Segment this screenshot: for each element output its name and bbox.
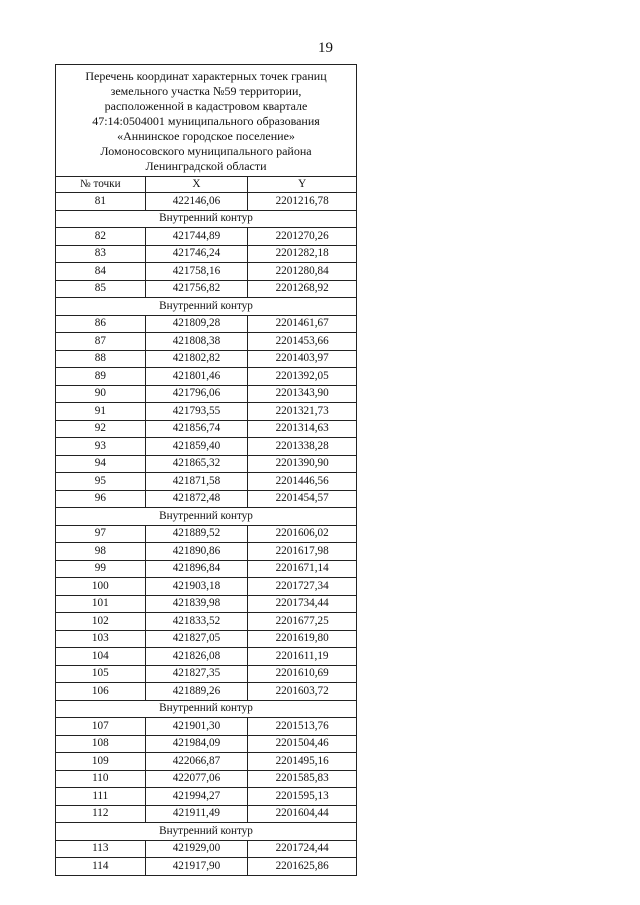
table-row	[56, 613, 357, 631]
x-coordinate-cell: 421890,86	[145, 543, 248, 561]
title-line: Ломоносовского муниципального района	[100, 144, 312, 158]
y-coordinate-cell: 2201314,63	[248, 420, 357, 438]
point-number-cell: 98	[56, 543, 146, 561]
x-coordinate-cell: 421796,06	[145, 385, 248, 403]
point-number-cell: 102	[56, 613, 146, 631]
y-coordinate-cell: 2201603,72	[248, 683, 357, 701]
x-coordinate-cell: 421889,52	[145, 525, 248, 543]
x-coordinate-cell: 421984,09	[145, 735, 248, 753]
point-number-cell: 84	[56, 263, 146, 281]
title-line: 47:14:0504001 муниципального образования	[92, 114, 320, 128]
y-coordinate-cell: 2201453,66	[248, 333, 357, 351]
point-number-cell: 104	[56, 648, 146, 666]
point-number-cell: 95	[56, 473, 146, 491]
contour-label: Внутренний контур	[56, 823, 357, 841]
point-number-cell: 82	[56, 228, 146, 246]
x-coordinate-cell: 421865,32	[145, 455, 248, 473]
table-row	[56, 438, 357, 456]
point-number-cell: 107	[56, 718, 146, 736]
table-row	[56, 665, 357, 683]
contour-row	[56, 210, 357, 228]
column-header-point-number: № точки	[56, 177, 146, 193]
x-coordinate-cell: 421746,24	[145, 245, 248, 263]
point-number-cell: 86	[56, 315, 146, 333]
y-coordinate-cell: 2201454,57	[248, 490, 357, 508]
x-coordinate-cell: 421901,30	[145, 718, 248, 736]
title-line: «Аннинское городское поселение»	[117, 129, 295, 143]
x-coordinate-cell: 421859,40	[145, 438, 248, 456]
y-coordinate-cell: 2201724,44	[248, 840, 357, 858]
y-coordinate-cell: 2201619,80	[248, 630, 357, 648]
table-row	[56, 420, 357, 438]
y-coordinate-cell: 2201504,46	[248, 735, 357, 753]
table-row	[56, 193, 357, 211]
point-number-cell: 108	[56, 735, 146, 753]
y-coordinate-cell: 2201677,25	[248, 613, 357, 631]
y-coordinate-cell: 2201604,44	[248, 805, 357, 823]
table-row	[56, 858, 357, 876]
x-coordinate-cell: 421793,55	[145, 403, 248, 421]
point-number-cell: 92	[56, 420, 146, 438]
point-number-cell: 113	[56, 840, 146, 858]
point-number-cell: 83	[56, 245, 146, 263]
table-row	[56, 403, 357, 421]
table-row	[56, 578, 357, 596]
contour-label: Внутренний контур	[56, 700, 357, 718]
x-coordinate-cell: 421826,08	[145, 648, 248, 666]
point-number-cell: 85	[56, 280, 146, 298]
table-row	[56, 385, 357, 403]
x-coordinate-cell: 421929,00	[145, 840, 248, 858]
table-row	[56, 350, 357, 368]
title-line: Ленинградской области	[145, 159, 267, 173]
y-coordinate-cell: 2201595,13	[248, 788, 357, 806]
x-coordinate-cell: 422077,06	[145, 770, 248, 788]
table-row	[56, 630, 357, 648]
y-coordinate-cell: 2201610,69	[248, 665, 357, 683]
table-row	[56, 788, 357, 806]
y-coordinate-cell: 2201392,05	[248, 368, 357, 386]
table-row	[56, 560, 357, 578]
column-header-y: Y	[248, 177, 357, 193]
column-header-x: X	[145, 177, 248, 193]
point-number-cell: 93	[56, 438, 146, 456]
y-coordinate-cell: 2201617,98	[248, 543, 357, 561]
point-number-cell: 109	[56, 753, 146, 771]
table-row	[56, 490, 357, 508]
point-number-cell: 81	[56, 193, 146, 211]
y-coordinate-cell: 2201727,34	[248, 578, 357, 596]
table-row	[56, 473, 357, 491]
x-coordinate-cell: 421802,82	[145, 350, 248, 368]
contour-row	[56, 508, 357, 526]
point-number-cell: 96	[56, 490, 146, 508]
coordinates-table	[55, 64, 357, 876]
x-coordinate-cell: 421896,84	[145, 560, 248, 578]
x-coordinate-cell: 421833,52	[145, 613, 248, 631]
y-coordinate-cell: 2201338,28	[248, 438, 357, 456]
point-number-cell: 111	[56, 788, 146, 806]
table-row	[56, 525, 357, 543]
point-number-cell: 99	[56, 560, 146, 578]
y-coordinate-cell: 2201461,67	[248, 315, 357, 333]
point-number-cell: 90	[56, 385, 146, 403]
y-coordinate-cell: 2201280,84	[248, 263, 357, 281]
y-coordinate-cell: 2201270,26	[248, 228, 357, 246]
point-number-cell: 106	[56, 683, 146, 701]
point-number-cell: 91	[56, 403, 146, 421]
title-line: Перечень координат характерных точек границ	[85, 69, 327, 83]
table-row	[56, 315, 357, 333]
table-row	[56, 718, 357, 736]
title-line: расположенной в кадастровом квартале	[104, 99, 308, 113]
point-number-cell: 87	[56, 333, 146, 351]
y-coordinate-cell: 2201734,44	[248, 595, 357, 613]
x-coordinate-cell: 421827,35	[145, 665, 248, 683]
y-coordinate-cell: 2201513,76	[248, 718, 357, 736]
x-coordinate-cell: 421903,18	[145, 578, 248, 596]
contour-row	[56, 823, 357, 841]
table-row	[56, 683, 357, 701]
y-coordinate-cell: 2201625,86	[248, 858, 357, 876]
table-row	[56, 648, 357, 666]
contour-label: Внутренний контур	[56, 298, 357, 316]
y-coordinate-cell: 2201282,18	[248, 245, 357, 263]
contour-row	[56, 298, 357, 316]
y-coordinate-cell: 2201671,14	[248, 560, 357, 578]
table-row	[56, 595, 357, 613]
point-number-cell: 89	[56, 368, 146, 386]
point-number-cell: 103	[56, 630, 146, 648]
point-number-cell: 114	[56, 858, 146, 876]
x-coordinate-cell: 422066,87	[145, 753, 248, 771]
table-row	[56, 455, 357, 473]
table-row	[56, 333, 357, 351]
point-number-cell: 101	[56, 595, 146, 613]
x-coordinate-cell: 421744,89	[145, 228, 248, 246]
x-coordinate-cell: 421917,90	[145, 858, 248, 876]
table-title	[56, 65, 357, 177]
point-number-cell: 97	[56, 525, 146, 543]
x-coordinate-cell: 422146,06	[145, 193, 248, 211]
x-coordinate-cell: 421756,82	[145, 280, 248, 298]
y-coordinate-cell: 2201585,83	[248, 770, 357, 788]
x-coordinate-cell: 421889,26	[145, 683, 248, 701]
table-row	[56, 840, 357, 858]
page-number: 19	[318, 40, 333, 56]
x-coordinate-cell: 421801,46	[145, 368, 248, 386]
contour-label: Внутренний контур	[56, 210, 357, 228]
table-row	[56, 228, 357, 246]
table-row	[56, 280, 357, 298]
y-coordinate-cell: 2201403,97	[248, 350, 357, 368]
x-coordinate-cell: 421839,98	[145, 595, 248, 613]
y-coordinate-cell: 2201495,16	[248, 753, 357, 771]
x-coordinate-cell: 421911,49	[145, 805, 248, 823]
point-number-cell: 105	[56, 665, 146, 683]
x-coordinate-cell: 421856,74	[145, 420, 248, 438]
y-coordinate-cell: 2201321,73	[248, 403, 357, 421]
title-line: земельного участка №59 территории,	[110, 84, 302, 98]
table-row	[56, 368, 357, 386]
table-row	[56, 753, 357, 771]
point-number-cell: 94	[56, 455, 146, 473]
x-coordinate-cell: 421827,05	[145, 630, 248, 648]
y-coordinate-cell: 2201606,02	[248, 525, 357, 543]
contour-label: Внутренний контур	[56, 508, 357, 526]
x-coordinate-cell: 421758,16	[145, 263, 248, 281]
point-number-cell: 112	[56, 805, 146, 823]
table-row	[56, 770, 357, 788]
x-coordinate-cell: 421809,28	[145, 315, 248, 333]
y-coordinate-cell: 2201268,92	[248, 280, 357, 298]
x-coordinate-cell: 421808,38	[145, 333, 248, 351]
y-coordinate-cell: 2201343,90	[248, 385, 357, 403]
table-title-row	[56, 65, 357, 177]
contour-row	[56, 700, 357, 718]
x-coordinate-cell: 421871,58	[145, 473, 248, 491]
x-coordinate-cell: 421872,48	[145, 490, 248, 508]
table-row	[56, 735, 357, 753]
table-row	[56, 245, 357, 263]
table-row	[56, 263, 357, 281]
point-number-cell: 110	[56, 770, 146, 788]
y-coordinate-cell: 2201611,19	[248, 648, 357, 666]
table-body	[56, 193, 357, 876]
y-coordinate-cell: 2201446,56	[248, 473, 357, 491]
point-number-cell: 88	[56, 350, 146, 368]
x-coordinate-cell: 421994,27	[145, 788, 248, 806]
header-row	[56, 177, 357, 193]
y-coordinate-cell: 2201216,78	[248, 193, 357, 211]
y-coordinate-cell: 2201390,90	[248, 455, 357, 473]
point-number-cell: 100	[56, 578, 146, 596]
table-row	[56, 543, 357, 561]
table-row	[56, 805, 357, 823]
